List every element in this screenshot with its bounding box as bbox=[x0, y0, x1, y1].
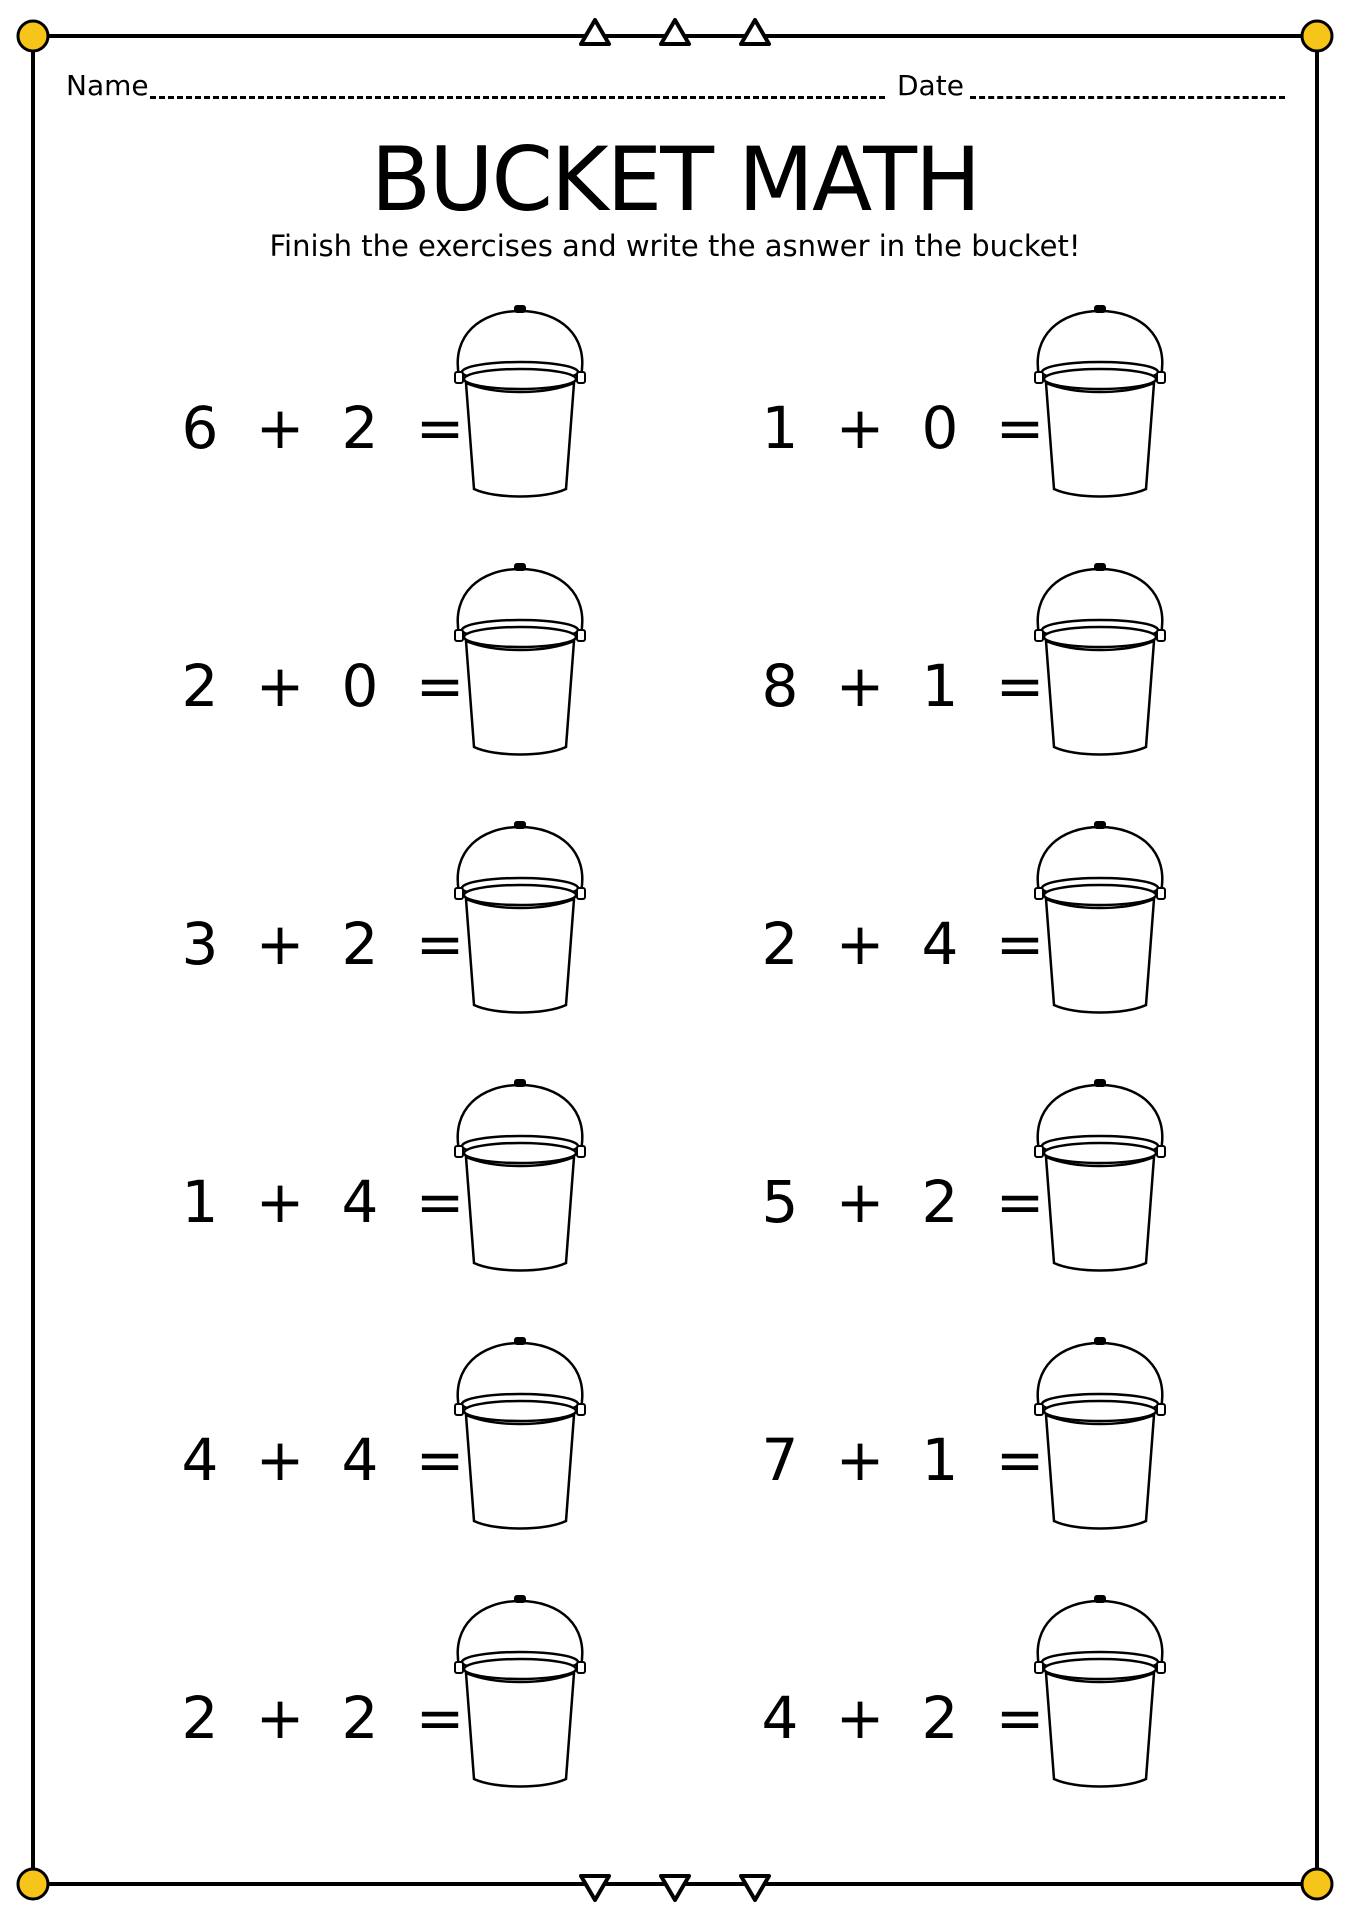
exercise-item bbox=[160, 563, 630, 773]
second-addend: 1 bbox=[921, 652, 959, 720]
worksheet-title: BUCKET MATH bbox=[370, 128, 980, 231]
equals-sign: = bbox=[415, 652, 465, 720]
exercise-item bbox=[740, 305, 1210, 515]
plus-sign: + bbox=[255, 910, 305, 978]
equals-sign: = bbox=[415, 910, 465, 978]
first-addend: 1 bbox=[181, 1168, 219, 1236]
equals-sign: = bbox=[995, 1168, 1045, 1236]
exercise-item bbox=[740, 1337, 1210, 1547]
circle-icon bbox=[1302, 1869, 1332, 1899]
second-addend: 0 bbox=[341, 652, 379, 720]
plus-sign: + bbox=[255, 1684, 305, 1752]
name-field[interactable] bbox=[150, 96, 885, 99]
plus-sign: + bbox=[255, 394, 305, 462]
equals-sign: = bbox=[415, 394, 465, 462]
equals-sign: = bbox=[995, 394, 1045, 462]
first-addend: 4 bbox=[181, 1426, 219, 1494]
equals-sign: = bbox=[415, 1168, 465, 1236]
bucket-icon[interactable] bbox=[1025, 1337, 1175, 1537]
first-addend: 2 bbox=[181, 1684, 219, 1752]
equals-sign: = bbox=[415, 1684, 465, 1752]
exercise-item bbox=[160, 821, 630, 1031]
first-addend: 1 bbox=[761, 394, 799, 462]
first-addend: 2 bbox=[761, 910, 799, 978]
equals-sign: = bbox=[415, 1426, 465, 1494]
triangle-up-icon bbox=[741, 20, 769, 44]
exercise-item bbox=[160, 1337, 630, 1547]
triangle-up-icon bbox=[581, 20, 609, 44]
name-label: Name bbox=[66, 69, 149, 102]
bucket-icon[interactable] bbox=[445, 1595, 595, 1795]
plus-sign: + bbox=[835, 910, 885, 978]
first-addend: 5 bbox=[761, 1168, 799, 1236]
exercise-item bbox=[160, 305, 630, 515]
equals-sign: = bbox=[995, 1426, 1045, 1494]
exercise-item bbox=[740, 563, 1210, 773]
plus-sign: + bbox=[835, 652, 885, 720]
plus-sign: + bbox=[255, 652, 305, 720]
second-addend: 0 bbox=[921, 394, 959, 462]
exercise-item bbox=[160, 1079, 630, 1289]
exercise-item bbox=[740, 821, 1210, 1031]
exercise-item bbox=[740, 1595, 1210, 1805]
first-addend: 3 bbox=[181, 910, 219, 978]
bucket-icon[interactable] bbox=[1025, 1079, 1175, 1279]
second-addend: 2 bbox=[341, 394, 379, 462]
exercise-item bbox=[740, 1079, 1210, 1289]
circle-icon bbox=[18, 1869, 48, 1899]
first-addend: 6 bbox=[181, 394, 219, 462]
second-addend: 2 bbox=[921, 1168, 959, 1236]
first-addend: 8 bbox=[761, 652, 799, 720]
circle-icon bbox=[18, 21, 48, 51]
bucket-icon[interactable] bbox=[445, 563, 595, 763]
second-addend: 4 bbox=[921, 910, 959, 978]
date-label: Date bbox=[897, 69, 964, 102]
equals-sign: = bbox=[995, 652, 1045, 720]
circle-icon bbox=[1302, 21, 1332, 51]
second-addend: 2 bbox=[341, 1684, 379, 1752]
second-addend: 2 bbox=[341, 910, 379, 978]
bucket-icon[interactable] bbox=[1025, 1595, 1175, 1795]
triangle-up-icon bbox=[661, 20, 689, 44]
bucket-icon[interactable] bbox=[445, 821, 595, 1021]
second-addend: 4 bbox=[341, 1168, 379, 1236]
triangle-down-icon bbox=[661, 1876, 689, 1900]
triangle-down-icon bbox=[741, 1876, 769, 1900]
worksheet-instructions: Finish the exercises and write the asnwer in the bucket! bbox=[269, 229, 1081, 263]
bottom-triangles bbox=[581, 1876, 769, 1900]
plus-sign: + bbox=[835, 394, 885, 462]
equals-sign: = bbox=[995, 1684, 1045, 1752]
first-addend: 7 bbox=[761, 1426, 799, 1494]
bucket-icon[interactable] bbox=[445, 305, 595, 505]
plus-sign: + bbox=[835, 1684, 885, 1752]
plus-sign: + bbox=[255, 1168, 305, 1236]
equals-sign: = bbox=[995, 910, 1045, 978]
triangle-down-icon bbox=[581, 1876, 609, 1900]
plus-sign: + bbox=[255, 1426, 305, 1494]
exercise-item bbox=[160, 1595, 630, 1805]
bucket-icon[interactable] bbox=[1025, 305, 1175, 505]
bucket-icon[interactable] bbox=[1025, 563, 1175, 763]
second-addend: 4 bbox=[341, 1426, 379, 1494]
second-addend: 2 bbox=[921, 1684, 959, 1752]
first-addend: 2 bbox=[181, 652, 219, 720]
top-triangles bbox=[581, 20, 769, 44]
plus-sign: + bbox=[835, 1426, 885, 1494]
second-addend: 1 bbox=[921, 1426, 959, 1494]
bucket-icon[interactable] bbox=[445, 1337, 595, 1537]
first-addend: 4 bbox=[761, 1684, 799, 1752]
bucket-icon[interactable] bbox=[1025, 821, 1175, 1021]
date-field[interactable] bbox=[970, 96, 1285, 99]
plus-sign: + bbox=[835, 1168, 885, 1236]
bucket-icon[interactable] bbox=[445, 1079, 595, 1279]
